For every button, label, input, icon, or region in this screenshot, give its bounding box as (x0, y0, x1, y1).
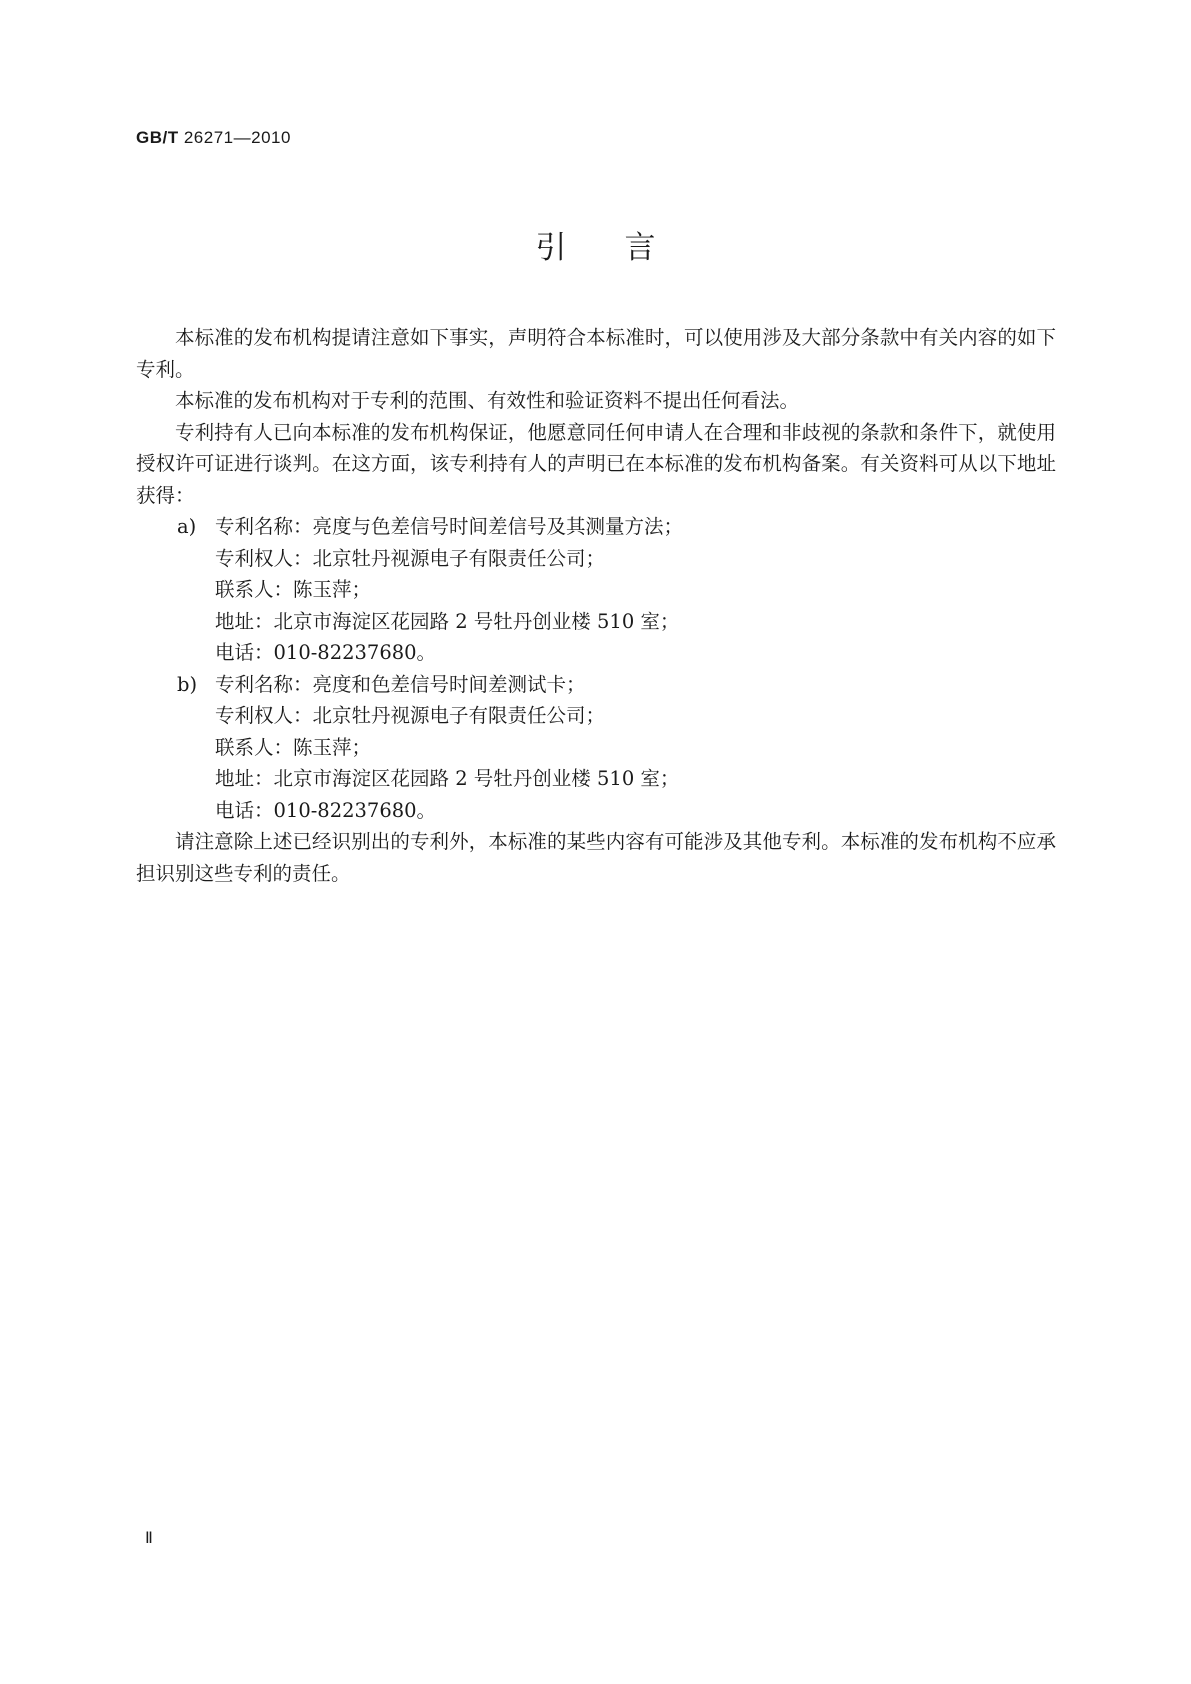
patent-name: 专利名称：亮度与色差信号时间差信号及其测量方法； (215, 515, 684, 538)
paragraph-position: 本标准的发布机构对于专利的范围、有效性和验证资料不提出任何看法。 (175, 389, 800, 412)
patent-phone: 电话：010-82237680。 (215, 641, 437, 664)
patent-contact: 联系人：陈玉萍； (215, 578, 372, 601)
patent-item-a (136, 511, 1056, 669)
paragraph-notice: 本标准的发布机构提请注意如下事实，声明符合本标准时，可以使用涉及大部分条款中有关内容的如下专利。 (136, 326, 1056, 381)
patent-address: 地址：北京市海淀区花园路 2 号牡丹创业楼 510 室； (215, 767, 680, 790)
patent-item-label: b) (177, 672, 198, 696)
patent-phone: 电话：010-82237680。 (215, 798, 437, 822)
paragraph-patent-holder: 专利持有人已向本标准的发布机构保证，他愿意同任何申请人在合理和非歧视的条款和条件下，就使用授权许可证进行谈判。在这方面，该专利持有人的声明已在本标准的发布机构备案。有关资料可从以下地址获得： (136, 420, 1056, 507)
patent-holder: 专利权人：北京牡丹视源电子有限责任公司； (215, 704, 606, 727)
patent-holder: 专利权人：北京牡丹视源电子有限责任公司； (215, 546, 606, 570)
patent-item-label: a) (177, 515, 197, 538)
page-number: Ⅱ (145, 1530, 153, 1547)
standard-code-prefix: GB/T (136, 128, 179, 147)
patent-contact: 联系人：陈玉萍； (215, 735, 372, 759)
standard-code-number: 26271—2010 (183, 128, 291, 147)
introduction-body (136, 322, 1056, 889)
patent-item-b (136, 669, 1056, 827)
patent-name: 专利名称：亮度和色差信号时间差测试卡； (215, 672, 586, 696)
patent-address: 地址：北京市海淀区花园路 2 号牡丹创业楼 510 室； (215, 609, 680, 633)
page-title: 引言 (535, 230, 714, 266)
standard-code (136, 128, 291, 148)
paragraph-disclaimer: 请注意除上述已经识别出的专利外，本标准的某些内容有可能涉及其他专利。本标准的发布机构不应承担识别这些专利的责任。 (136, 830, 1056, 885)
